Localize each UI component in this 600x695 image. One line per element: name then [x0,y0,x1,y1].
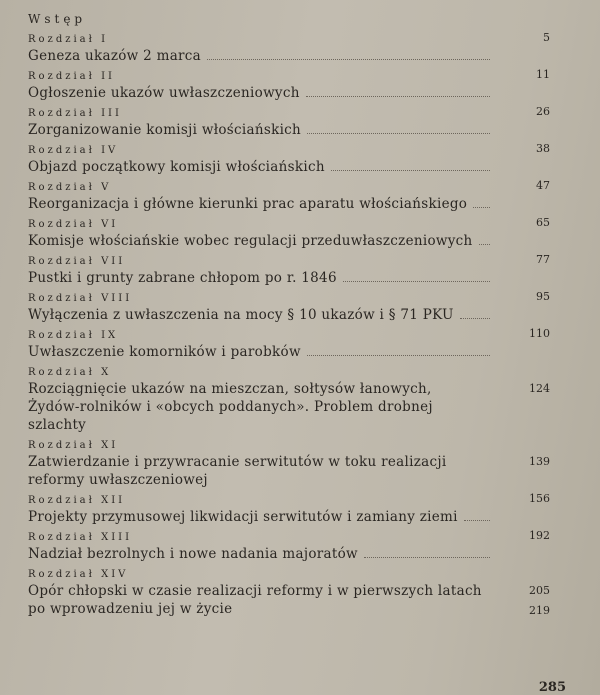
chapter-page-number: 205 [529,584,550,597]
chapter-title: Uwłaszczenie komorników i parobków [28,344,301,360]
chapter-page-number: 192 [529,529,550,542]
contents-entry [28,494,550,526]
chapter-page-number: 139 [529,455,550,468]
intro-heading: Wstęp [28,12,87,26]
chapter-label: Rozdział IX [28,330,119,341]
contents-entry [28,144,550,176]
contents-list [28,33,550,617]
chapter-title: Ogłoszenie ukazów uwłaszczeniowych [28,85,300,101]
contents-entry [28,366,550,434]
entry-row [28,453,550,489]
contents-entry [28,70,550,102]
contents-entry [28,255,550,287]
leader-dots [307,354,490,356]
chapter-page-number: 38 [536,142,550,155]
entry-row [28,582,550,618]
contents-entry [28,181,550,213]
chapter-label: Rozdział I [28,34,109,45]
chapter-label: Rozdział II [28,71,115,82]
leader-dots [331,169,490,171]
leader-dots [343,280,490,282]
chapter-label: Rozdział XIII [28,532,133,543]
chapter-label: Rozdział IV [28,145,119,156]
chapter-page-number: 5 [543,31,550,44]
leader-dots [479,243,490,245]
chapter-title: Reorganizacja i główne kierunki prac aparatu włościańskiego [28,196,468,212]
chapter-page-number: 95 [536,290,550,303]
chapter-page-number: 110 [529,327,550,340]
chapter-title: Opór chłopski w czasie realizacji reformy i w pierwszych latach po wprowadzeniu jej w życie [28,583,482,617]
entry-row [28,380,550,434]
chapter-page-number: 124 [529,382,550,395]
leader-dots [364,556,490,558]
chapter-title: Rozciągnięcie ukazów na mieszczan, sołtysów łanowych, Żydów-rolników i «obcych poddanych». Problem drobnej szlachty [28,381,433,433]
chapter-page-number: 156 [529,492,550,505]
contents-entry [28,439,550,489]
chapter-page-number: 11 [536,68,550,81]
contents-entry [28,329,550,361]
leader-dots [307,132,490,134]
chapter-page-number: 77 [536,253,550,266]
chapter-title: Zatwierdzanie i przywracanie serwitutów w toku realizacji reformy uwłaszczeniowej [28,454,447,488]
chapter-label: Rozdział III [28,108,122,119]
chapter-title: Projekty przymusowej likwidacji serwitutów i zamiany ziemi [28,509,458,525]
contents-entry [28,218,550,250]
page-number: 285 [538,680,566,695]
chapter-title: Pustki i grunty zabrane chłopom po r. 1846 [28,270,337,286]
chapter-label: Rozdział VII [28,256,126,267]
chapter-title: Komisje włościańskie wobec regulacji przeduwłaszczeniowych [28,233,473,249]
extra-page-number: 219 [529,604,550,617]
chapter-title: Geneza ukazów 2 marca [28,48,202,64]
chapter-label: Rozdział V [28,182,112,193]
chapter-label: Rozdział XIV [28,569,129,580]
leader-dots [207,58,490,60]
contents-entry [28,531,550,563]
chapter-label: Rozdział VI [28,219,119,230]
contents-entry [28,107,550,139]
contents-entry [28,33,550,65]
chapter-page-number: 26 [536,105,550,118]
chapter-label: Rozdział XII [28,495,126,506]
chapter-label: Rozdział XI [28,440,119,451]
contents-entry [28,292,550,324]
chapter-title: Wyłączenia z uwłaszczenia na mocy § 10 ukazów i § 71 PKU [28,307,454,323]
leader-dots [306,95,490,97]
leader-dots [460,317,490,319]
chapter-title: Objazd początkowy komisji włościańskich [28,159,325,175]
leader-dots [473,206,490,208]
leader-dots [464,519,490,521]
chapter-title: Zorganizowanie komisji włościańskich [28,122,302,138]
contents-entry [28,568,550,618]
chapter-label: Rozdział X [28,367,112,378]
chapter-label: Rozdział VIII [28,293,133,304]
chapter-page-number: 47 [536,179,550,192]
chapter-page-number: 65 [536,216,550,229]
chapter-title: Nadział bezrolnych i nowe nadania majoratów [28,546,358,562]
